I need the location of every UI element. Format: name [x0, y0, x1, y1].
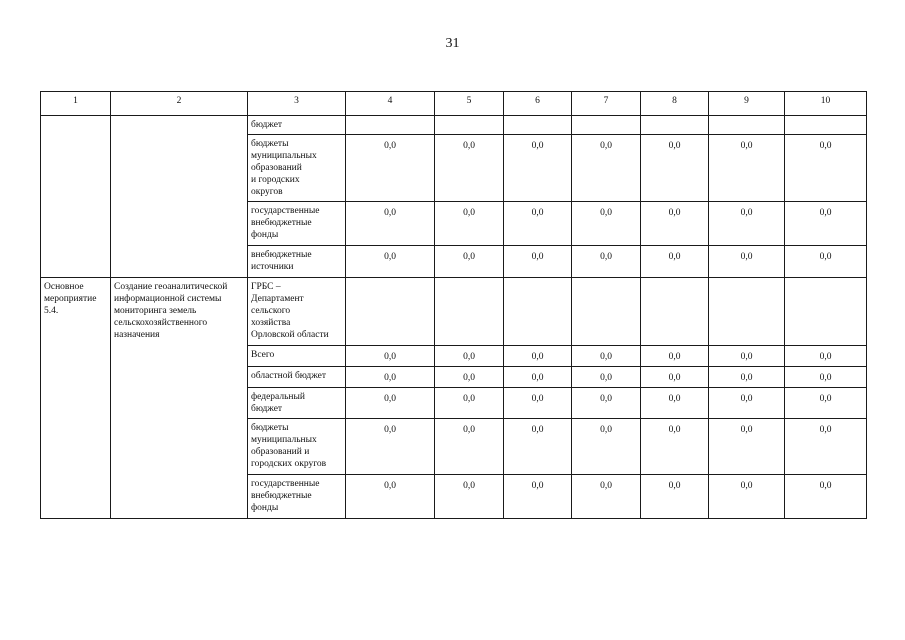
value-cell: 0,0: [504, 475, 572, 519]
header-cell: 5: [435, 92, 504, 116]
header-cell: 4: [346, 92, 435, 116]
value-cell: 0,0: [435, 135, 504, 202]
funding-source-label: бюджеты муниципальных образований и городских округов: [248, 135, 346, 202]
value-cell: [572, 116, 641, 135]
value-cell: [346, 116, 435, 135]
value-cell: 0,0: [709, 346, 785, 367]
header-cell: 7: [572, 92, 641, 116]
value-cell: 0,0: [572, 346, 641, 367]
continuation-col2-cell: [111, 116, 248, 278]
value-cell: 0,0: [504, 419, 572, 475]
header-row: [41, 92, 867, 116]
value-cell: [641, 278, 709, 346]
budget-table: [40, 91, 867, 519]
value-cell: 0,0: [435, 246, 504, 278]
value-cell: 0,0: [641, 202, 709, 246]
value-cell: 0,0: [641, 419, 709, 475]
table-row: [41, 278, 867, 346]
value-cell: 0,0: [346, 475, 435, 519]
value-cell: 0,0: [709, 475, 785, 519]
value-cell: 0,0: [346, 135, 435, 202]
value-cell: 0,0: [435, 388, 504, 419]
value-cell: 0,0: [504, 202, 572, 246]
header-cell: 10: [785, 92, 867, 116]
table-row: [41, 116, 867, 135]
funding-source-label: государственные внебюджетные фонды: [248, 475, 346, 519]
funding-source-label: бюджеты муниципальных образований и городских округов: [248, 419, 346, 475]
header-cell: 6: [504, 92, 572, 116]
value-cell: 0,0: [346, 346, 435, 367]
value-cell: 0,0: [641, 135, 709, 202]
value-cell: [504, 278, 572, 346]
value-cell: 0,0: [572, 246, 641, 278]
value-cell: 0,0: [785, 246, 867, 278]
measure-number-cell: Основное мероприятие 5.4.: [41, 278, 111, 519]
value-cell: 0,0: [641, 388, 709, 419]
value-cell: 0,0: [785, 475, 867, 519]
funding-source-label: бюджет: [248, 116, 346, 135]
value-cell: 0,0: [709, 388, 785, 419]
value-cell: 0,0: [504, 346, 572, 367]
value-cell: [709, 116, 785, 135]
value-cell: [785, 116, 867, 135]
value-cell: 0,0: [641, 475, 709, 519]
value-cell: 0,0: [435, 202, 504, 246]
value-cell: 0,0: [346, 388, 435, 419]
value-cell: 0,0: [785, 346, 867, 367]
funding-source-label: Всего: [248, 346, 346, 367]
value-cell: 0,0: [504, 367, 572, 388]
value-cell: 0,0: [785, 135, 867, 202]
value-cell: 0,0: [435, 475, 504, 519]
value-cell: 0,0: [346, 419, 435, 475]
value-cell: [346, 278, 435, 346]
value-cell: 0,0: [709, 419, 785, 475]
value-cell: 0,0: [572, 419, 641, 475]
value-cell: 0,0: [785, 367, 867, 388]
header-cell: 8: [641, 92, 709, 116]
value-cell: [504, 116, 572, 135]
funding-source-label: государственные внебюджетные фонды: [248, 202, 346, 246]
value-cell: 0,0: [346, 202, 435, 246]
value-cell: 0,0: [709, 202, 785, 246]
header-cell: 3: [248, 92, 346, 116]
value-cell: 0,0: [504, 388, 572, 419]
header-cell: 1: [41, 92, 111, 116]
header-cell: 2: [111, 92, 248, 116]
continuation-col1-cell: [41, 116, 111, 278]
value-cell: 0,0: [504, 135, 572, 202]
value-cell: [435, 278, 504, 346]
value-cell: 0,0: [504, 246, 572, 278]
value-cell: 0,0: [572, 367, 641, 388]
value-cell: [572, 278, 641, 346]
funding-source-label: внебюджетные источники: [248, 246, 346, 278]
value-cell: [435, 116, 504, 135]
value-cell: 0,0: [572, 388, 641, 419]
value-cell: 0,0: [709, 367, 785, 388]
value-cell: 0,0: [785, 388, 867, 419]
measure-name-cell: Создание геоаналитической информационной системы мониторинга земель сельскохозяйственного назначения: [111, 278, 248, 519]
value-cell: 0,0: [572, 135, 641, 202]
value-cell: 0,0: [641, 246, 709, 278]
page-number: 31: [445, 36, 460, 51]
value-cell: 0,0: [572, 202, 641, 246]
funding-source-label: ГРБС – Департамент сельского хозяйства Орловской области: [248, 278, 346, 346]
value-cell: 0,0: [435, 419, 504, 475]
value-cell: 0,0: [709, 246, 785, 278]
header-cell: 9: [709, 92, 785, 116]
value-cell: 0,0: [572, 475, 641, 519]
value-cell: [709, 278, 785, 346]
funding-source-label: федеральный бюджет: [248, 388, 346, 419]
value-cell: 0,0: [346, 367, 435, 388]
value-cell: 0,0: [641, 367, 709, 388]
value-cell: [785, 278, 867, 346]
value-cell: 0,0: [641, 346, 709, 367]
value-cell: 0,0: [785, 419, 867, 475]
value-cell: 0,0: [435, 346, 504, 367]
value-cell: 0,0: [346, 246, 435, 278]
funding-source-label: областной бюджет: [248, 367, 346, 388]
value-cell: 0,0: [435, 367, 504, 388]
value-cell: 0,0: [709, 135, 785, 202]
value-cell: 0,0: [785, 202, 867, 246]
value-cell: [641, 116, 709, 135]
